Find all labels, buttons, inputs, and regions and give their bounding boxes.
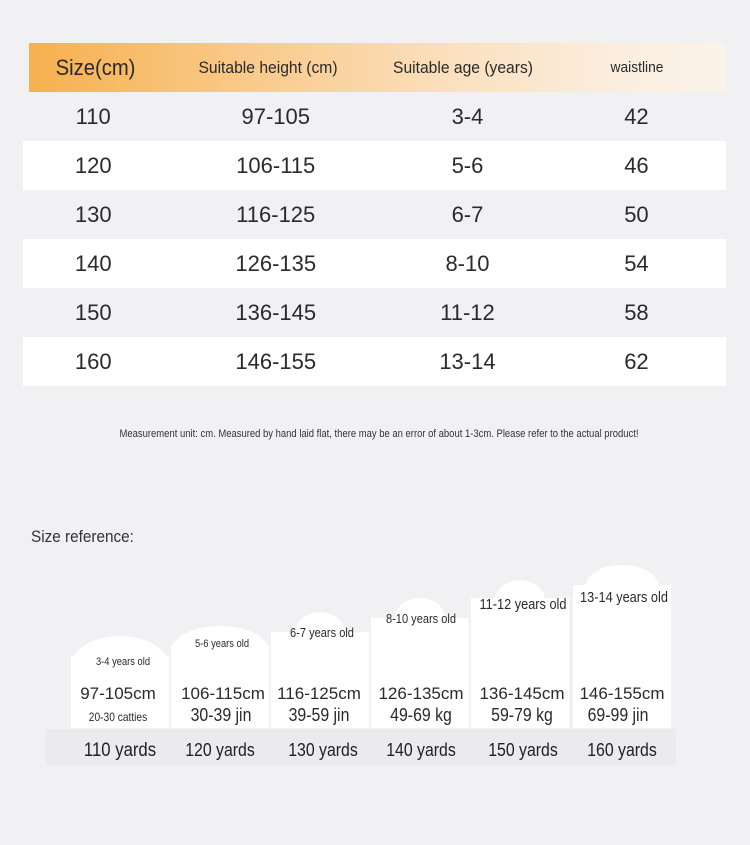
figure-yards: 160 yards bbox=[587, 740, 657, 760]
measurement-note: Measurement unit: cm. Measured by hand laid flat, there may be an error of about 1-3cm. Please refer to the actual product! bbox=[119, 428, 639, 440]
figure-weight: 59-79 kg bbox=[491, 705, 553, 725]
figure-weight: 20-30 catties bbox=[88, 710, 148, 724]
table-row bbox=[23, 288, 726, 337]
figure-height: 106-115cm bbox=[181, 684, 265, 703]
cell-age: 13-14 bbox=[439, 348, 496, 374]
figure-height: 146-155cm bbox=[579, 684, 665, 703]
figure-age: 3-4 years old bbox=[95, 656, 151, 668]
figure-height: 97-105cm bbox=[80, 684, 156, 703]
figure-height: 116-125cm bbox=[277, 684, 361, 703]
cell-height: 97-105 bbox=[241, 103, 310, 129]
figure-yards: 110 yards bbox=[83, 740, 157, 761]
cell-size: 130 bbox=[74, 201, 112, 227]
table-row bbox=[23, 239, 726, 288]
figure-head bbox=[171, 626, 269, 676]
cell-size: 120 bbox=[74, 152, 112, 178]
cell-age: 3-4 bbox=[451, 103, 484, 129]
size-reference-title: Size reference: bbox=[31, 527, 134, 546]
header-age: Suitable age (years) bbox=[393, 57, 533, 77]
figure-age: 5-6 years old bbox=[194, 638, 250, 650]
figure-weight: 30-39 jin bbox=[190, 705, 252, 725]
cell-waistline: 62 bbox=[624, 348, 649, 374]
cell-waistline: 46 bbox=[624, 152, 649, 178]
size-table bbox=[23, 43, 726, 386]
cell-age: 11-12 bbox=[440, 299, 495, 325]
figure-yards: 140 yards bbox=[386, 740, 456, 760]
cell-height: 146-155 bbox=[235, 348, 317, 374]
figure-yards: 120 yards bbox=[185, 740, 255, 760]
table-row bbox=[23, 92, 726, 141]
figure-age: 6-7 years old bbox=[290, 625, 354, 640]
cell-waistline: 54 bbox=[624, 250, 649, 276]
figure-height: 136-145cm bbox=[479, 684, 565, 703]
cell-height: 126-135 bbox=[235, 250, 317, 276]
figure-weight: 49-69 kg bbox=[390, 705, 452, 725]
figure-age: 13-14 years old bbox=[580, 589, 668, 606]
cell-height: 116-125 bbox=[236, 201, 316, 227]
header-height: Suitable height (cm) bbox=[198, 57, 338, 77]
cell-waistline: 42 bbox=[624, 103, 649, 129]
cell-waistline: 58 bbox=[624, 299, 649, 325]
cell-age: 6-7 bbox=[451, 201, 484, 227]
header-waistline: waistline bbox=[610, 59, 664, 76]
table-row bbox=[23, 141, 726, 190]
header-size: Size(cm) bbox=[55, 54, 136, 80]
figure-yards: 150 yards bbox=[488, 740, 558, 760]
cell-size: 110 bbox=[75, 103, 111, 129]
figure-weight: 39-59 jin bbox=[288, 705, 350, 725]
cell-size: 150 bbox=[74, 299, 112, 325]
figure-age: 11-12 years old bbox=[479, 596, 567, 613]
figure-weight: 69-99 jin bbox=[587, 705, 649, 725]
cell-size: 160 bbox=[74, 348, 112, 374]
cell-age: 8-10 bbox=[445, 250, 490, 276]
size-table-header bbox=[29, 43, 726, 92]
figure-yards: 130 yards bbox=[288, 740, 358, 760]
cell-height: 106-115 bbox=[236, 152, 316, 178]
cell-age: 5-6 bbox=[451, 152, 484, 178]
figure-height: 126-135cm bbox=[378, 684, 464, 703]
cell-size: 140 bbox=[74, 250, 112, 276]
table-row bbox=[23, 190, 726, 239]
cell-height: 136-145 bbox=[235, 299, 317, 325]
cell-waistline: 50 bbox=[624, 201, 649, 227]
table-row bbox=[23, 337, 726, 386]
figure-age: 8-10 years old bbox=[385, 611, 457, 626]
